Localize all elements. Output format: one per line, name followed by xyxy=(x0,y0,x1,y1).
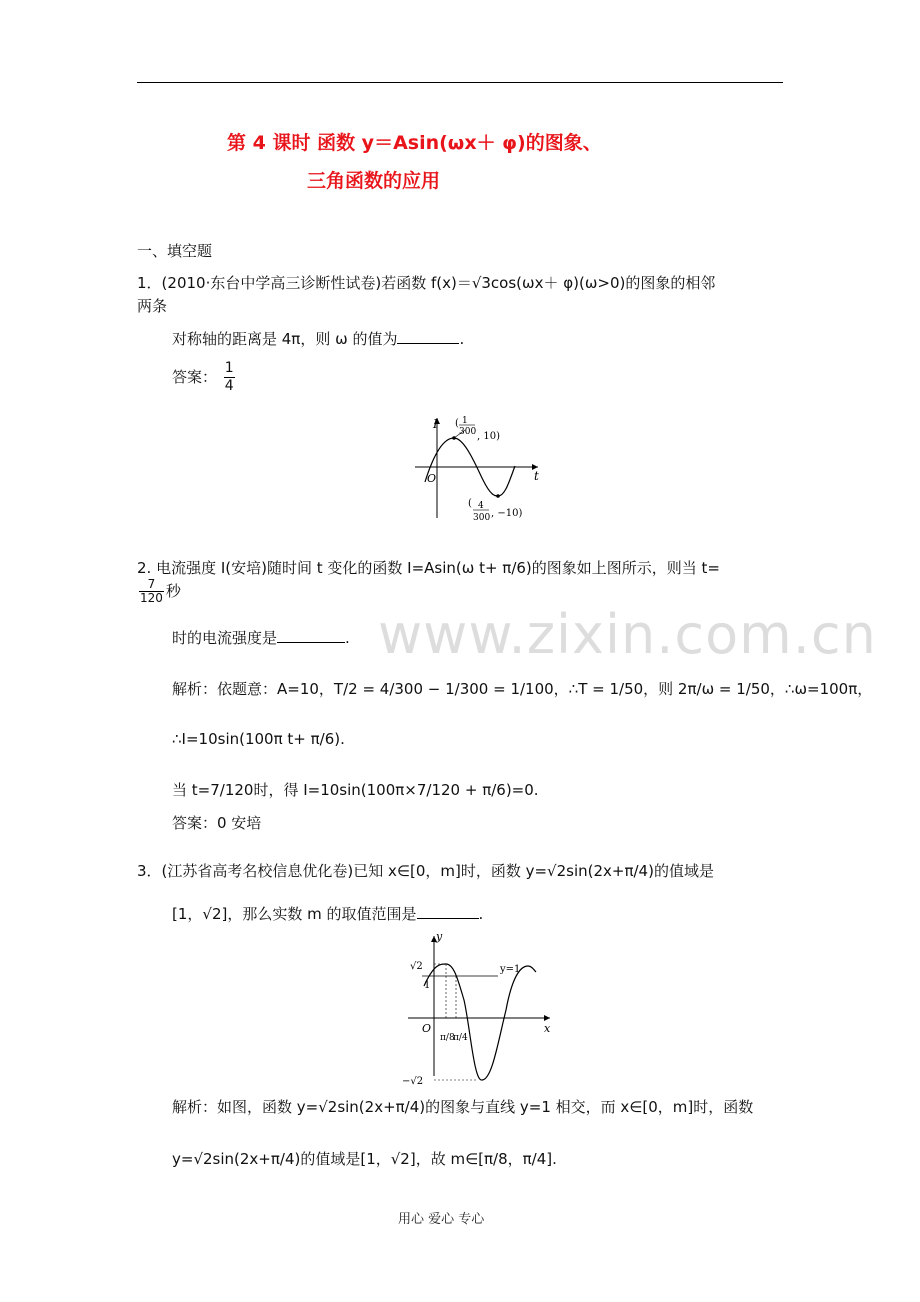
header-rule xyxy=(137,82,783,83)
q2-line2: 时的电流强度是 . xyxy=(172,629,350,647)
trough-val: , −10) xyxy=(491,508,523,519)
answer-blank xyxy=(417,904,479,919)
q1-line1: 1．(2010·东台中学高三诊断性试卷)若函数 f(x)＝√3cos(ωx＋ φ)(ω>0)的图象的相邻 xyxy=(137,274,716,292)
peak-paren: ( xyxy=(455,418,459,429)
origin-label: O xyxy=(422,1022,432,1035)
trough-num: 4 xyxy=(478,501,484,511)
q2-line1: 2. 电流强度 I(安培)随时间 t 变化的函数 I=Asin(ω t+ π/6)的图象如上图所示，则当 t= xyxy=(137,559,721,577)
q3-jiexi2: y=√2sin(2x+π/4)的值域是[1，√2]，故 m∈[π/8，π/4]. xyxy=(172,1150,557,1168)
q2-jiexi: 解析：依题意：A=10，T/2 = 4/300 − 1/300 = 1/100，∴T = 1/50，则 2π/ω = 1/50，∴ω=100π， xyxy=(172,680,873,698)
section-heading: 一、填空题 xyxy=(137,242,213,260)
peak-point xyxy=(452,436,456,440)
axis-y-label: y xyxy=(436,930,443,943)
pi4-label: π/4 xyxy=(453,1033,468,1043)
origin-label: O xyxy=(427,472,437,485)
q1-line2: 对称轴的距离是 4π，则 ω 的值为 . xyxy=(172,330,465,348)
peak-num: 1 xyxy=(462,416,468,426)
q3-line2: [1，√2]，那么实数 m 的取值范围是 . xyxy=(172,905,484,923)
q2-formula: ∴I=10sin(100π t+ π/6). xyxy=(172,730,345,748)
watermark: www.zixin.com.cn xyxy=(378,603,877,666)
q2-answer: 答案：0 安培 xyxy=(172,814,262,832)
q3-line1: 3．(江苏省高考名校信息优化卷)已知 x∈[0，m]时，函数 y=√2sin(2x+π/4)的值域是 xyxy=(137,862,714,880)
q2-when: 当 t=7/120时，得 I=10sin(100π×7/120 + π/6)=0. xyxy=(172,781,539,799)
line-label: y=1 xyxy=(500,964,521,975)
sine-graph-2 xyxy=(398,930,558,1087)
sqrt2-label: √2 xyxy=(410,961,423,972)
trough-den: 300 xyxy=(473,513,491,523)
x-axis-arrow xyxy=(544,1015,550,1021)
pi8-label: π/8 xyxy=(440,1033,455,1043)
trough-paren: ( xyxy=(468,498,472,509)
lesson-title-line1: 第 4 课时 函数 y＝Asin(ωx＋ φ)的图象、 xyxy=(227,132,602,154)
axis-t-label: t xyxy=(534,469,539,483)
axis-i-label: I xyxy=(433,417,438,431)
q1-line1b: 两条 xyxy=(137,297,168,315)
neg-sqrt2-label: −√2 xyxy=(402,1076,424,1087)
q2-line1b: $\frac{7}{120}$ 秒 xyxy=(140,577,181,605)
axis-x-label: x xyxy=(544,1022,551,1035)
peak-den: 300 xyxy=(459,427,477,437)
answer-blank xyxy=(397,329,459,344)
current-graph xyxy=(405,410,545,525)
peak-val: , 10) xyxy=(477,431,500,442)
lesson-title-line2: 三角函数的应用 xyxy=(307,170,441,192)
trough-point xyxy=(496,494,500,498)
one-label: 1 xyxy=(424,980,431,991)
q1-answer: 答案： $\frac{1}{4}$ xyxy=(172,360,234,394)
answer-blank xyxy=(277,628,345,643)
q3-jiexi1: 解析：如图，函数 y=√2sin(2x+π/4)的图象与直线 y=1 相交，而 x∈[0，m]时，函数 xyxy=(172,1098,754,1116)
footer: 用心 爱心 专心 xyxy=(398,1212,485,1227)
sine-curve xyxy=(424,964,536,1080)
